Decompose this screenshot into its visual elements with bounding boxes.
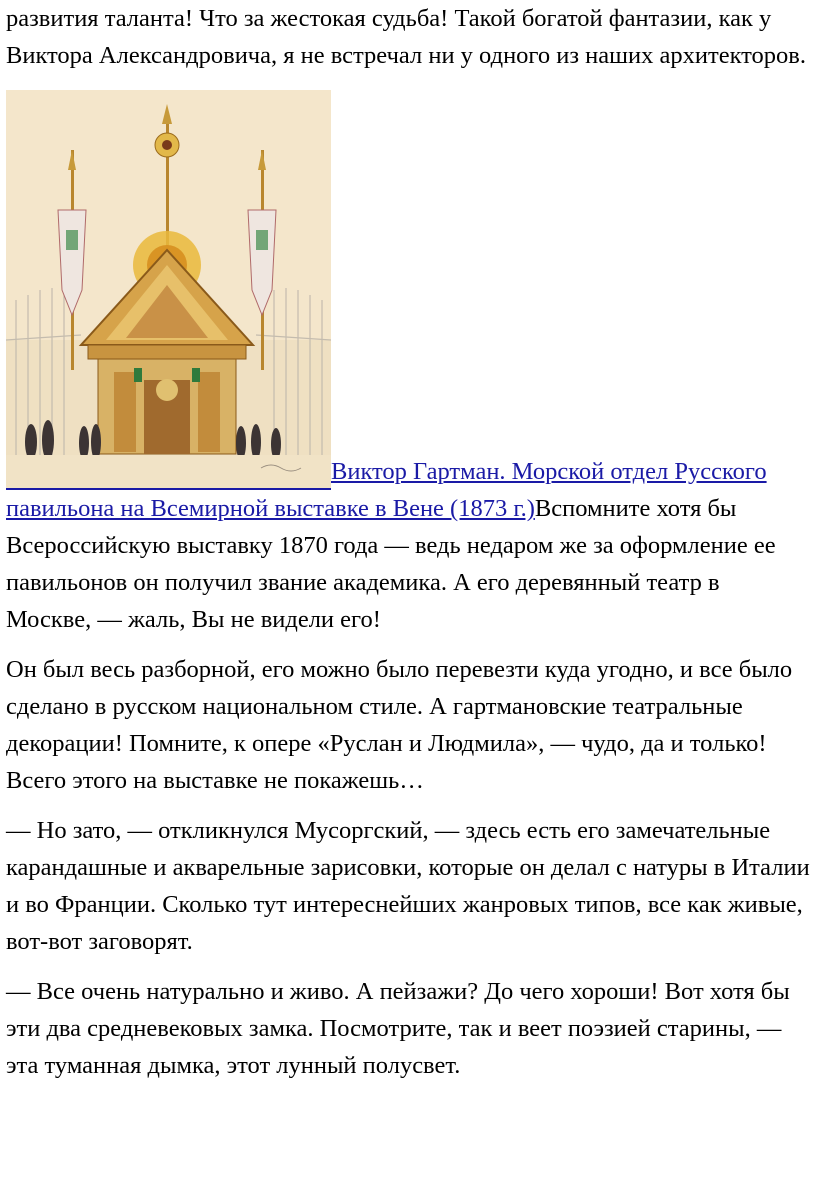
- paragraph-3: — Но зато, — откликнулся Мусоргский, — здесь есть его замечательные карандашные и акварельные зарисовки, которые он делал с натуры в Италии и во Франции. Сколько тут интереснейших жанровых типов, все как живые, вот-вот заговорят.: [6, 817, 810, 955]
- paragraph-4: — Все очень натурально и живо. А пейзажи? До чего хороши! Вот хотя бы эти два средневековых замка. Посмотрите, так и веет поэзией старины, — эта туманная дымка, этот лунный полусвет.: [6, 978, 790, 1079]
- figure-paragraph: [6, 90, 810, 638]
- paragraph-2: Он был весь разборной, его можно было перевезти куда угодно, и все было сделано в русском национальном стиле. А гартмановские театральные декорации! Помните, к опере «Руслан и Людмила», — чудо, да и только! Всего этого на выставке не покажешь…: [6, 656, 793, 794]
- paragraph-intro: развития таланта! Что за жестокая судьба! Такой богатой фантазии, как у Виктора Александровича, я не встречал ни у одного из наших архитекторов.: [6, 5, 806, 69]
- document-page: [6, 0, 810, 1084]
- pavilion-illustration: [6, 90, 331, 490]
- paragraph-after-caption: Вспомните хотя бы Всероссийскую выставку 1870 года — ведь недаром же за оформление ее павильонов он получил звание академика. А его деревянный театр в Москве, — жаль, Вы не видели его!: [6, 495, 776, 633]
- pavilion-drawing: [6, 90, 331, 488]
- illustration-caption-link[interactable]: Виктор Гартман. Морской отдел Русского павильона на Всемирной выставке в Вене (1873 г.): [6, 458, 767, 522]
